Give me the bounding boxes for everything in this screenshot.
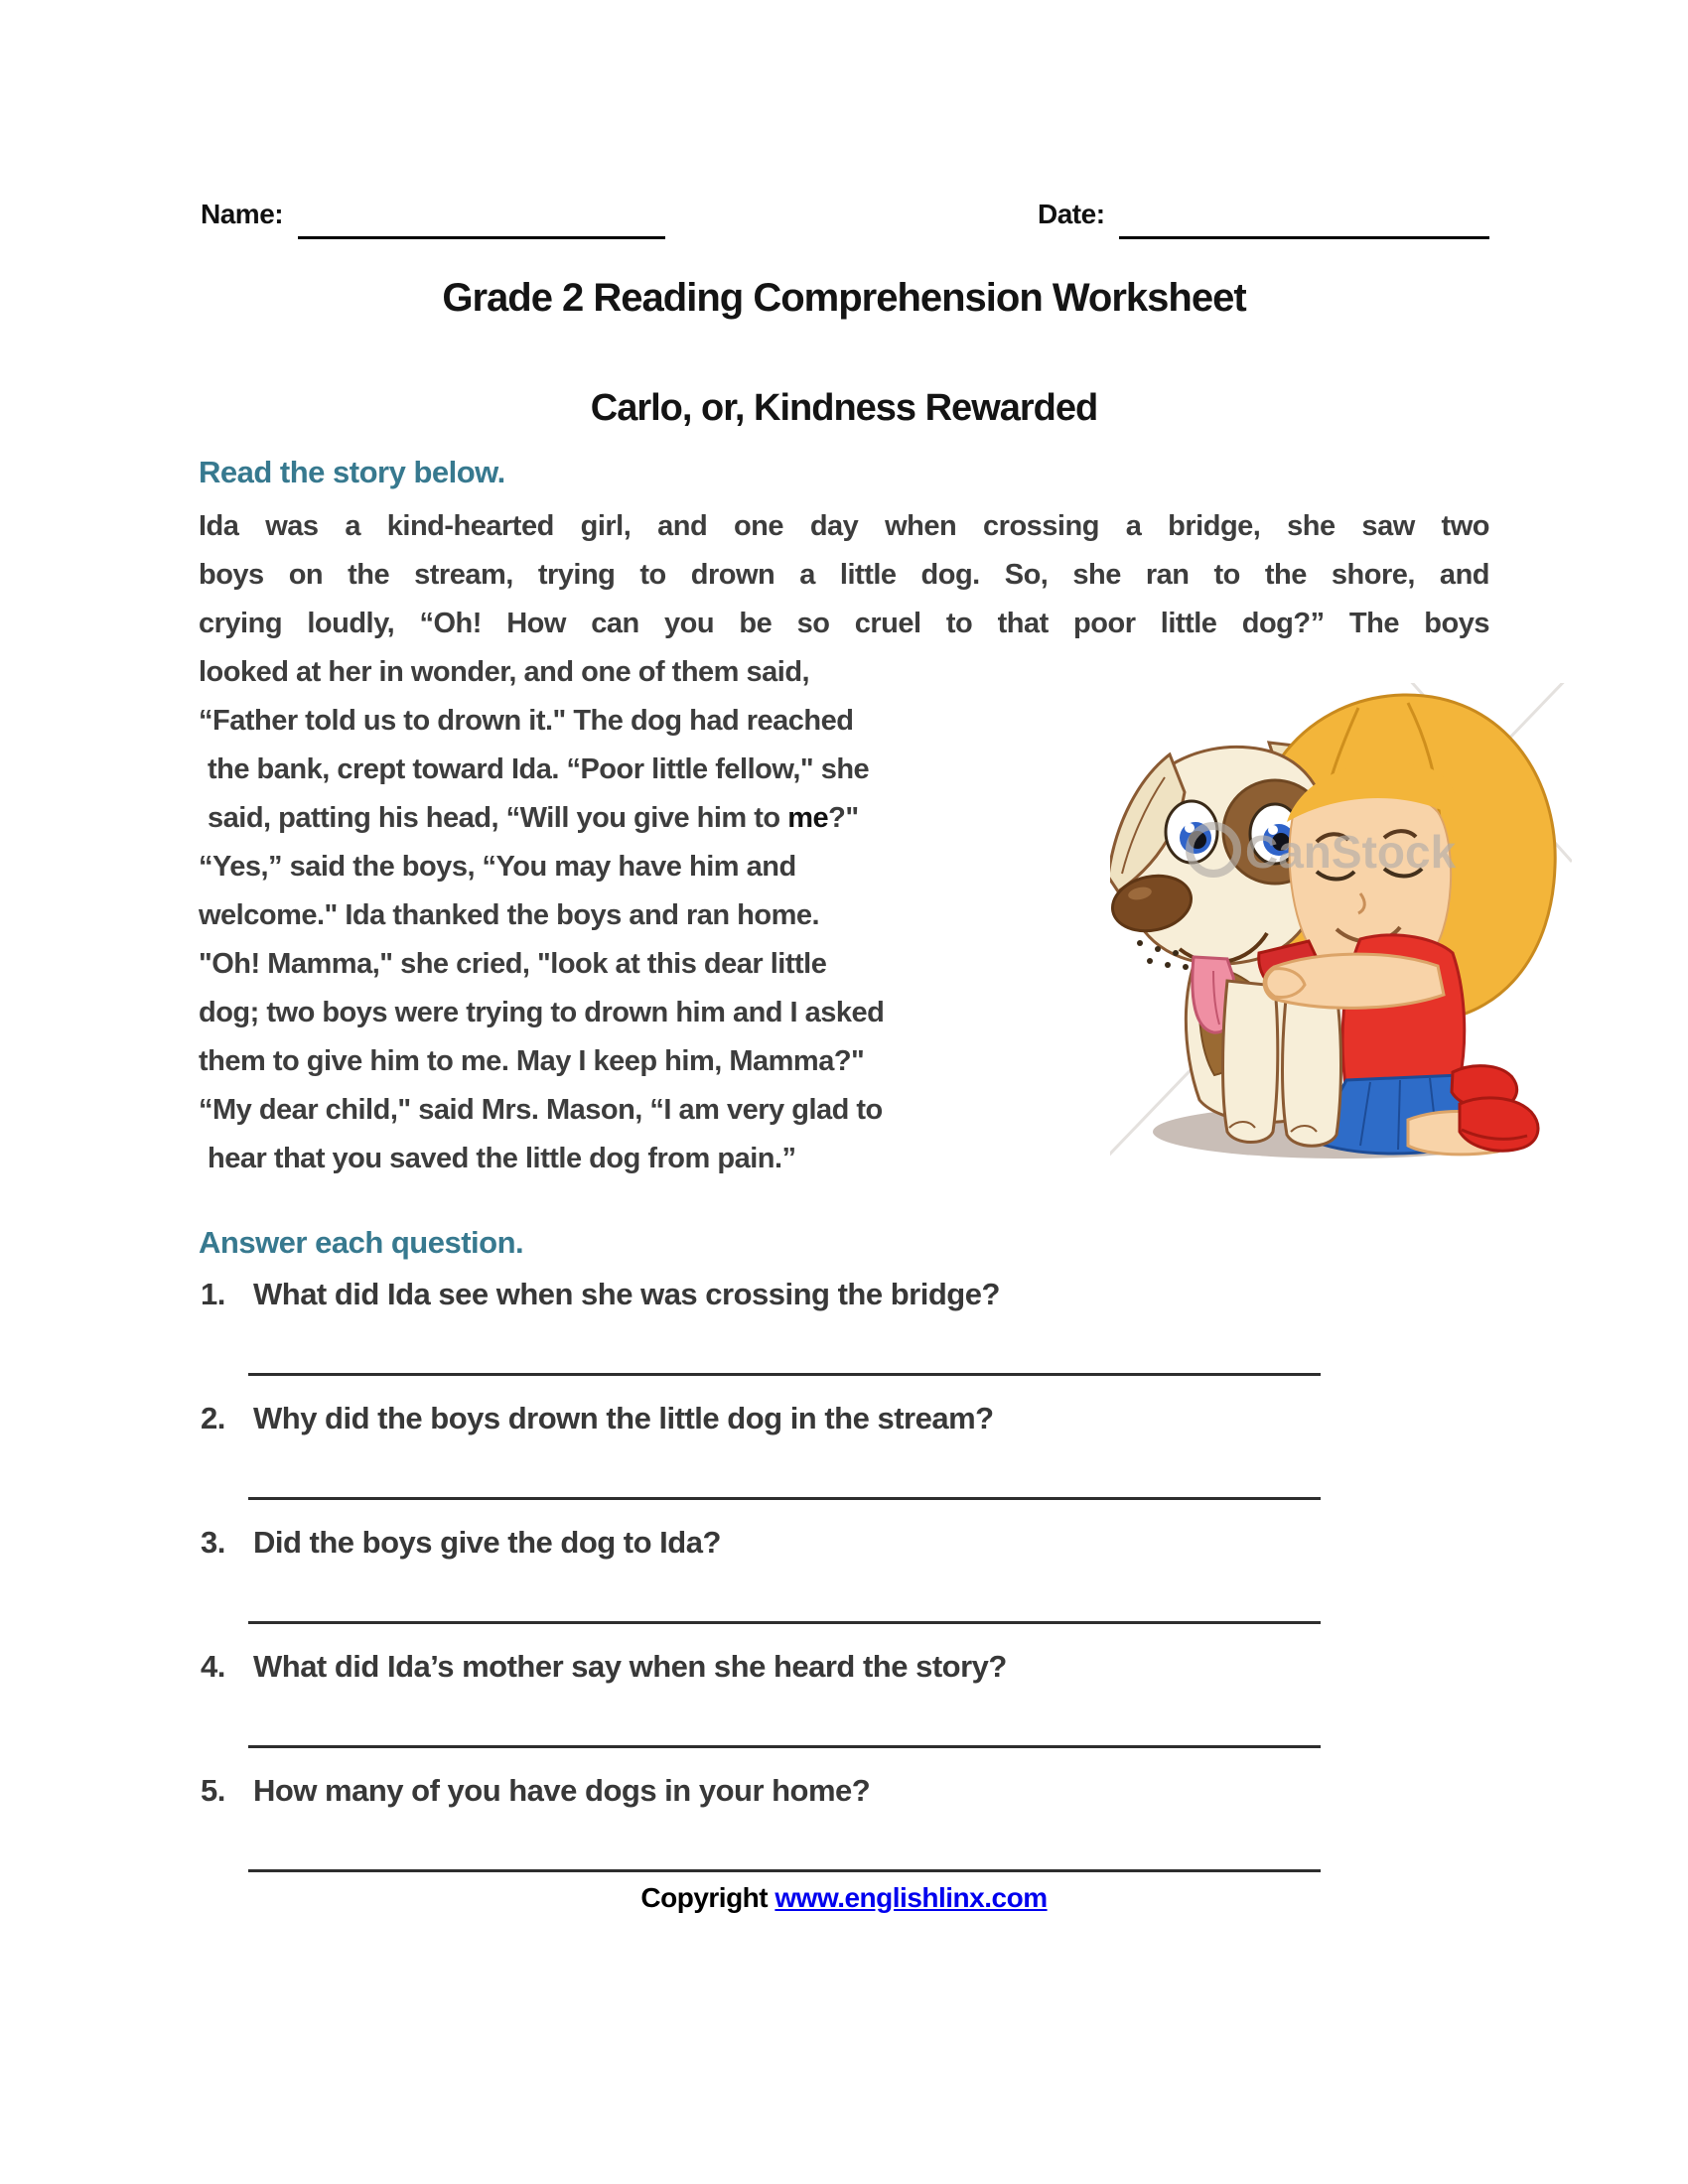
story-line: dog; two boys were trying to drown him and I asked xyxy=(199,997,885,1028)
question-number: 1. xyxy=(201,1277,225,1311)
name-write-line xyxy=(298,236,665,239)
answer-write-line xyxy=(248,1497,1321,1500)
story-line: “My dear child," said Mrs. Mason, “I am very glad to xyxy=(199,1094,883,1126)
question-number: 2. xyxy=(201,1401,225,1435)
question-number: 4. xyxy=(201,1649,225,1684)
question-text: What did Ida see when she was crossing the bridge? xyxy=(253,1277,1000,1311)
answer-write-line xyxy=(248,1373,1321,1376)
answer-write-line xyxy=(248,1745,1321,1748)
story-line-bold-word: me xyxy=(787,802,829,834)
answer-questions-heading: Answer each question. xyxy=(199,1225,524,1260)
questions-section xyxy=(201,1274,1491,1894)
story-line: crying loudly, “Oh! How can you be so cruel to that poor little dog?” The boys xyxy=(199,608,1489,639)
question-block xyxy=(201,1398,1491,1522)
copyright-label: Copyright xyxy=(640,1882,769,1913)
story-line: looked at her in wonder, and one of them said, xyxy=(199,656,810,688)
copyright-footer xyxy=(0,1882,1688,1914)
story-line-part: ?" xyxy=(828,802,859,834)
story-line: Ida was a kind-hearted girl, and one day when crossing a bridge, she saw two xyxy=(199,510,1489,542)
answer-write-line xyxy=(248,1869,1321,1872)
story-line-part: said, patting his head, “Will you give him to xyxy=(208,802,788,834)
englishlinx-link[interactable]: www.englishlinx.com xyxy=(774,1882,1048,1913)
question-block xyxy=(201,1646,1491,1770)
date-write-line xyxy=(1119,236,1489,239)
story-line: welcome." Ida thanked the boys and ran home. xyxy=(199,899,820,931)
question-text: How many of you have dogs in your home? xyxy=(253,1773,871,1808)
question-text: Why did the boys drown the little dog in the stream? xyxy=(253,1401,994,1435)
read-story-heading: Read the story below. xyxy=(199,455,505,489)
answer-write-line xyxy=(248,1621,1321,1624)
story-illustration xyxy=(1110,683,1572,1179)
story-title: Carlo, or, Kindness Rewarded xyxy=(590,387,1098,429)
story-line: “Yes,” said the boys, “You may have him and xyxy=(199,851,796,883)
date-label: Date: xyxy=(1038,199,1105,229)
page-title: Grade 2 Reading Comprehension Worksheet xyxy=(442,276,1246,320)
name-label: Name: xyxy=(201,199,284,229)
question-number: 5. xyxy=(201,1773,225,1808)
story-line: "Oh! Mamma," she cried, "look at this dear little xyxy=(199,948,827,980)
question-block xyxy=(201,1522,1491,1646)
story-line: hear that you saved the little dog from pain.” xyxy=(208,1143,796,1174)
question-number: 3. xyxy=(201,1525,225,1560)
question-text: Did the boys give the dog to Ida? xyxy=(253,1525,721,1560)
story-line: “Father told us to drown it." The dog had reached xyxy=(199,705,854,737)
story-line: them to give him to me. May I keep him, Mamma?" xyxy=(199,1045,865,1077)
story-line: the bank, crept toward Ida. “Poor little fellow," she xyxy=(208,753,870,785)
question-block xyxy=(201,1274,1491,1398)
question-block xyxy=(201,1770,1491,1894)
question-text: What did Ida’s mother say when she heard the story? xyxy=(253,1649,1007,1684)
story-line: boys on the stream, trying to drown a little dog. So, she ran to the shore, and xyxy=(199,559,1489,591)
watermark-text: CanStock xyxy=(1245,826,1457,878)
